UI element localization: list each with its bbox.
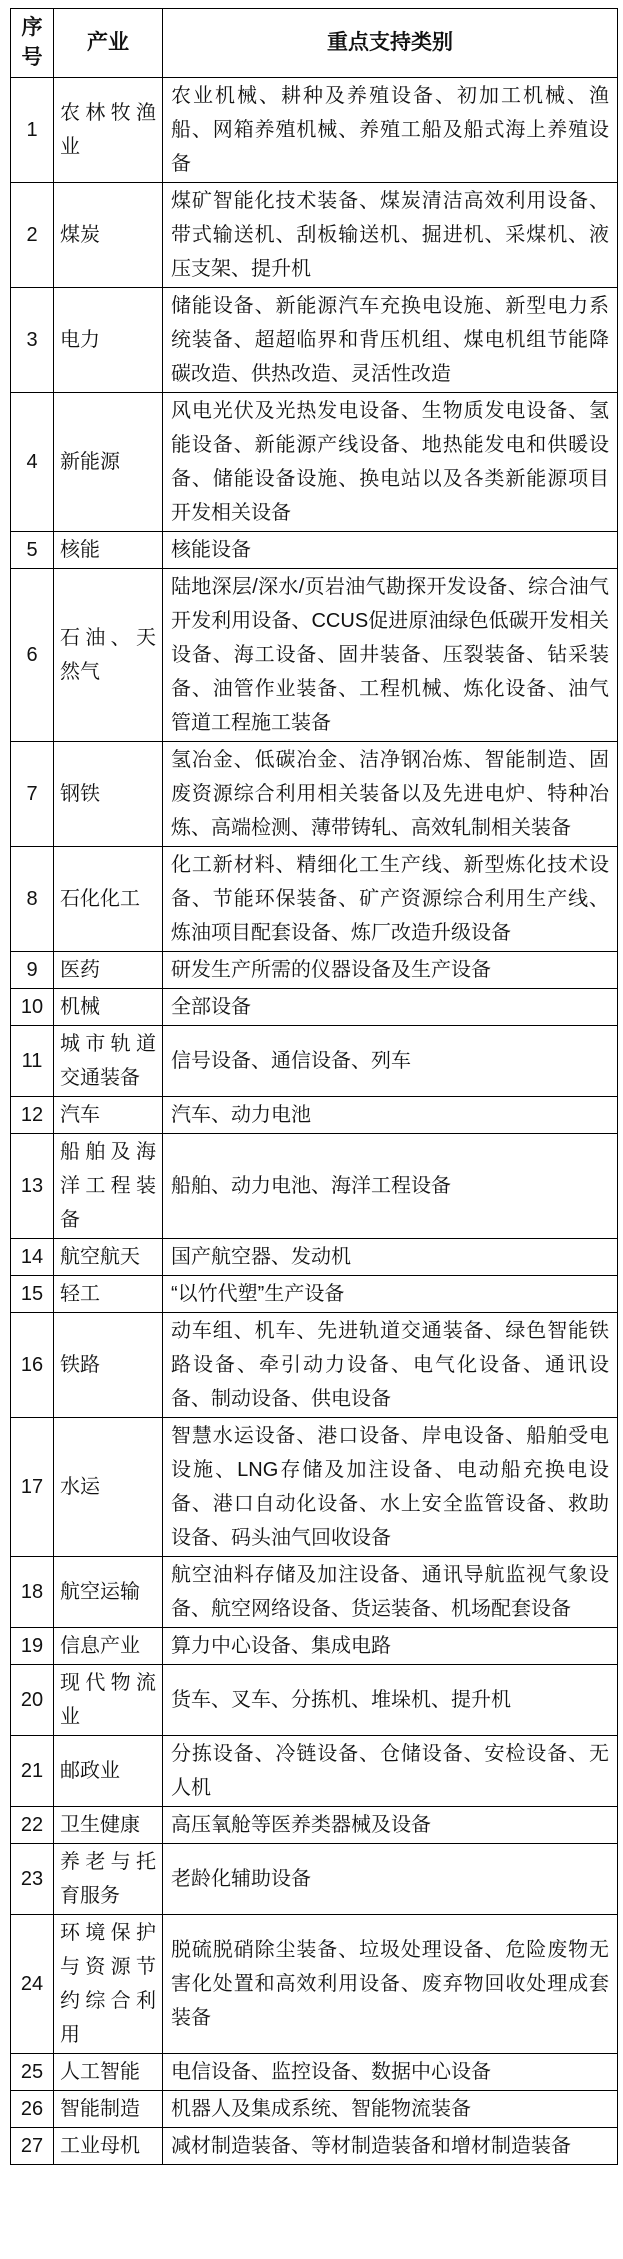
table-row xyxy=(11,532,618,569)
categories-cell: 全部设备 xyxy=(163,989,618,1026)
categories-cell: 国产航空器、发动机 xyxy=(163,1239,618,1276)
categories-cell: 储能设备、新能源汽车充换电设施、新型电力系统装备、超超临界和背压机组、煤电机组节能降碳改造、供热改造、灵活性改造 xyxy=(163,288,618,393)
categories-cell: 风电光伏及光热发电设备、生物质发电设备、氢能设备、新能源产线设备、地热能发电和供暖设备、储能设备设施、换电站以及各类新能源项目开发相关设备 xyxy=(163,393,618,532)
row-number-cell: 9 xyxy=(11,952,54,989)
table-row xyxy=(11,1807,618,1844)
table-row xyxy=(11,2091,618,2128)
categories-cell: 汽车、动力电池 xyxy=(163,1097,618,1134)
row-number-cell: 19 xyxy=(11,1628,54,1665)
row-number-cell: 4 xyxy=(11,393,54,532)
support-categories-table xyxy=(10,8,618,2165)
industry-cell: 船舶及海洋工程装备 xyxy=(54,1134,163,1239)
categories-cell: 航空油料存储及加注设备、通讯导航监视气象设备、航空网络设备、货运装备、机场配套设备 xyxy=(163,1557,618,1628)
industry-cell: 工业母机 xyxy=(54,2128,163,2165)
industry-cell: 机械 xyxy=(54,989,163,1026)
row-number-cell: 10 xyxy=(11,989,54,1026)
row-number-cell: 6 xyxy=(11,569,54,742)
table-row xyxy=(11,1134,618,1239)
table-row xyxy=(11,952,618,989)
row-number-cell: 25 xyxy=(11,2054,54,2091)
row-number-cell: 20 xyxy=(11,1665,54,1736)
row-number-cell: 17 xyxy=(11,1418,54,1557)
industry-cell: 医药 xyxy=(54,952,163,989)
industry-cell: 轻工 xyxy=(54,1276,163,1313)
categories-cell: 信号设备、通信设备、列车 xyxy=(163,1026,618,1097)
table-row xyxy=(11,1628,618,1665)
industry-cell: 人工智能 xyxy=(54,2054,163,2091)
categories-cell: 陆地深层/深水/页岩油气勘探开发设备、综合油气开发利用设备、CCUS促进原油绿色低碳开发相关设备、海工设备、固井装备、压裂装备、钻采装备、油管作业装备、工程机械、炼化设备、油气管道工程施工装备 xyxy=(163,569,618,742)
table-row xyxy=(11,1026,618,1097)
row-number-cell: 2 xyxy=(11,183,54,288)
table-row xyxy=(11,847,618,952)
row-number-cell: 21 xyxy=(11,1736,54,1807)
row-number-cell: 24 xyxy=(11,1915,54,2054)
table-row xyxy=(11,2128,618,2165)
industry-cell: 煤炭 xyxy=(54,183,163,288)
industry-cell: 汽车 xyxy=(54,1097,163,1134)
industry-cell: 铁路 xyxy=(54,1313,163,1418)
industry-cell: 城市轨道交通装备 xyxy=(54,1026,163,1097)
industry-cell: 航空运输 xyxy=(54,1557,163,1628)
table-row xyxy=(11,183,618,288)
row-number-cell: 18 xyxy=(11,1557,54,1628)
row-number-cell: 14 xyxy=(11,1239,54,1276)
industry-cell: 新能源 xyxy=(54,393,163,532)
categories-cell: 煤矿智能化技术装备、煤炭清洁高效利用设备、带式输送机、刮板输送机、掘进机、采煤机、液压支架、提升机 xyxy=(163,183,618,288)
table-body xyxy=(11,78,618,2165)
industry-cell: 卫生健康 xyxy=(54,1807,163,1844)
table-row xyxy=(11,742,618,847)
categories-cell: 减材制造装备、等材制造装备和增材制造装备 xyxy=(163,2128,618,2165)
table-row xyxy=(11,1665,618,1736)
industry-cell: 钢铁 xyxy=(54,742,163,847)
table-row xyxy=(11,1736,618,1807)
categories-cell: 智慧水运设备、港口设备、岸电设备、船舶受电设施、LNG存储及加注设备、电动船充换电设备、港口自动化设备、水上安全监管设备、救助设备、码头油气回收设备 xyxy=(163,1418,618,1557)
industry-cell: 航空航天 xyxy=(54,1239,163,1276)
row-number-cell: 12 xyxy=(11,1097,54,1134)
categories-cell: 船舶、动力电池、海洋工程设备 xyxy=(163,1134,618,1239)
row-number-cell: 11 xyxy=(11,1026,54,1097)
industry-cell: 石化化工 xyxy=(54,847,163,952)
categories-cell: 老龄化辅助设备 xyxy=(163,1844,618,1915)
row-number-cell: 13 xyxy=(11,1134,54,1239)
industry-cell: 石油、天然气 xyxy=(54,569,163,742)
industry-cell: 农林牧渔业 xyxy=(54,78,163,183)
row-number-cell: 16 xyxy=(11,1313,54,1418)
industry-cell: 核能 xyxy=(54,532,163,569)
row-number-cell: 1 xyxy=(11,78,54,183)
table-row xyxy=(11,1276,618,1313)
industry-cell: 水运 xyxy=(54,1418,163,1557)
categories-cell: 货车、叉车、分拣机、堆垛机、提升机 xyxy=(163,1665,618,1736)
table-row xyxy=(11,1097,618,1134)
industry-cell: 智能制造 xyxy=(54,2091,163,2128)
table-row xyxy=(11,1313,618,1418)
row-number-cell: 15 xyxy=(11,1276,54,1313)
categories-cell: 脱硫脱硝除尘装备、垃圾处理设备、危险废物无害化处置和高效利用设备、废弃物回收处理成套装备 xyxy=(163,1915,618,2054)
categories-cell: 电信设备、监控设备、数据中心设备 xyxy=(163,2054,618,2091)
categories-cell: 动车组、机车、先进轨道交通装备、绿色智能铁路设备、牵引动力设备、电气化设备、通讯设备、制动设备、供电设备 xyxy=(163,1313,618,1418)
table-row xyxy=(11,989,618,1026)
row-number-cell: 7 xyxy=(11,742,54,847)
table-row xyxy=(11,1915,618,2054)
categories-cell: 化工新材料、精细化工生产线、新型炼化技术设备、节能环保装备、矿产资源综合利用生产线、炼油项目配套设备、炼厂改造升级设备 xyxy=(163,847,618,952)
row-number-cell: 3 xyxy=(11,288,54,393)
header-row xyxy=(11,9,618,78)
categories-cell: 氢冶金、低碳冶金、洁净钢冶炼、智能制造、固废资源综合利用相关装备以及先进电炉、特种冶炼、高端检测、薄带铸轧、高效轧制相关装备 xyxy=(163,742,618,847)
row-number-cell: 8 xyxy=(11,847,54,952)
row-number-cell: 22 xyxy=(11,1807,54,1844)
industry-cell: 环境保护与资源节约综合利用 xyxy=(54,1915,163,2054)
table-row xyxy=(11,1557,618,1628)
industry-cell: 电力 xyxy=(54,288,163,393)
table-row xyxy=(11,1418,618,1557)
table-row xyxy=(11,2054,618,2091)
industry-cell: 邮政业 xyxy=(54,1736,163,1807)
categories-cell: 核能设备 xyxy=(163,532,618,569)
row-number-cell: 23 xyxy=(11,1844,54,1915)
categories-cell: “以竹代塑”生产设备 xyxy=(163,1276,618,1313)
table-row xyxy=(11,78,618,183)
categories-cell: 高压氧舱等医养类器械及设备 xyxy=(163,1807,618,1844)
categories-cell: 分拣设备、冷链设备、仓储设备、安检设备、无人机 xyxy=(163,1736,618,1807)
industry-cell: 现代物流业 xyxy=(54,1665,163,1736)
categories-cell: 研发生产所需的仪器设备及生产设备 xyxy=(163,952,618,989)
table-row xyxy=(11,393,618,532)
categories-cell: 算力中心设备、集成电路 xyxy=(163,1628,618,1665)
row-number-cell: 26 xyxy=(11,2091,54,2128)
row-number-cell: 27 xyxy=(11,2128,54,2165)
categories-cell: 农业机械、耕种及养殖设备、初加工机械、渔船、网箱养殖机械、养殖工船及船式海上养殖设备 xyxy=(163,78,618,183)
table-row xyxy=(11,1239,618,1276)
table-row xyxy=(11,288,618,393)
column-header-number: 序号 xyxy=(11,9,54,78)
industry-cell: 养老与托育服务 xyxy=(54,1844,163,1915)
column-header-industry: 产业 xyxy=(54,9,163,78)
table-row xyxy=(11,1844,618,1915)
table-row xyxy=(11,569,618,742)
column-header-categories: 重点支持类别 xyxy=(163,9,618,78)
industry-cell: 信息产业 xyxy=(54,1628,163,1665)
categories-cell: 机器人及集成系统、智能物流装备 xyxy=(163,2091,618,2128)
row-number-cell: 5 xyxy=(11,532,54,569)
